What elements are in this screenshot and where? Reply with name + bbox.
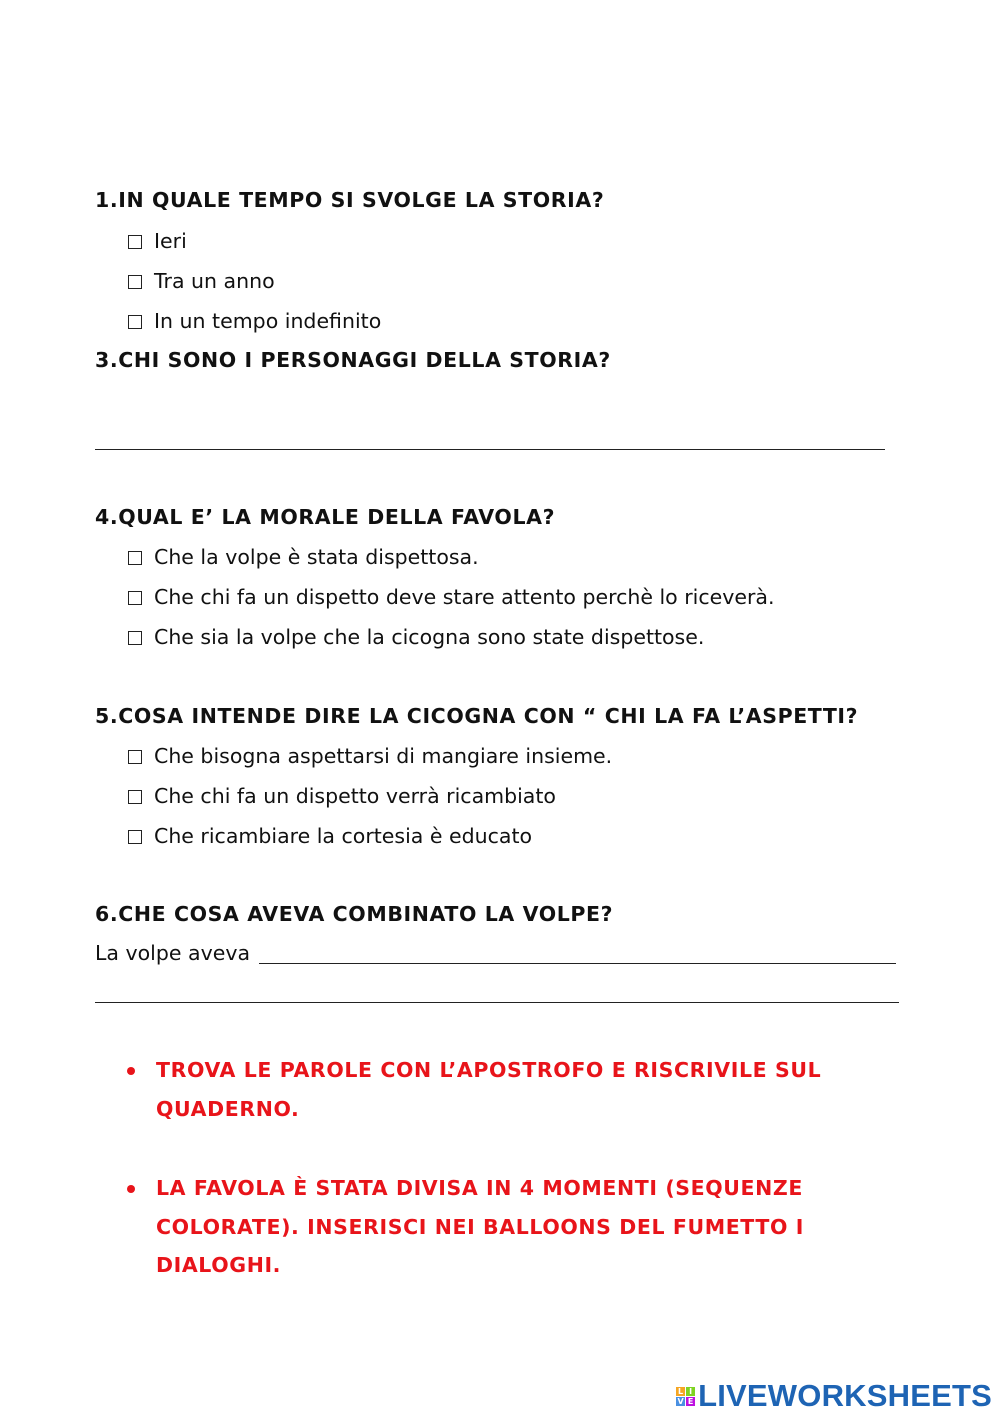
checkbox[interactable]	[128, 830, 142, 844]
question-4-title: 4.QUAL E’ LA MORALE DELLA FAVOLA?	[95, 505, 556, 529]
option-label: In un tempo indefinito	[154, 309, 382, 333]
bullet-icon	[127, 1067, 135, 1075]
question-5-option-1[interactable]	[128, 744, 612, 768]
question-3-answer-line[interactable]	[95, 449, 885, 450]
question-1-option-3[interactable]	[128, 309, 381, 333]
instruction-1	[156, 1051, 821, 1128]
checkbox[interactable]	[128, 275, 142, 289]
logo-text: LIVEWORKSHEETS	[698, 1378, 992, 1413]
question-6-title: 6.CHE COSA AVEVA COMBINATO LA VOLPE?	[95, 902, 614, 926]
instruction-1-line-1: TROVA LE PAROLE CON L’APOSTROFO E RISCRIVILE SUL	[156, 1058, 822, 1082]
question-6-answer-line-1[interactable]	[259, 963, 896, 964]
question-4-option-2[interactable]	[128, 585, 774, 609]
instruction-2-line-2: COLORATE). INSERISCI NEI BALLOONS DEL FUMETTO I	[156, 1214, 804, 1239]
instruction-2-line-3: DIALOGHI.	[156, 1253, 282, 1277]
checkbox[interactable]	[128, 235, 142, 249]
bullet-icon	[127, 1185, 135, 1193]
checkbox[interactable]	[128, 790, 142, 804]
question-6-answer-line-2[interactable]	[95, 1002, 899, 1003]
option-label: Che chi fa un dispetto verrà ricambiato	[154, 784, 556, 808]
option-label: Che sia la volpe che la cicogna sono state dispettose.	[154, 625, 705, 649]
checkbox[interactable]	[128, 591, 142, 605]
question-6-prompt: La volpe aveva	[95, 941, 251, 965]
checkbox[interactable]	[128, 750, 142, 764]
question-3-title: 3.CHI SONO I PERSONAGGI DELLA STORIA?	[95, 348, 611, 372]
option-label: Che chi fa un dispetto deve stare attento perchè lo riceverà.	[154, 585, 775, 609]
question-5-option-2[interactable]	[128, 784, 556, 808]
option-label: Ieri	[154, 229, 187, 253]
option-label: Che la volpe è stata dispettosa.	[154, 545, 479, 569]
instruction-2-line-1: LA FAVOLA È STATA DIVISA IN 4 MOMENTI (SEQUENZE	[156, 1176, 803, 1200]
question-1-title: 1.IN QUALE TEMPO SI SVOLGE LA STORIA?	[95, 188, 605, 212]
checkbox[interactable]	[128, 551, 142, 565]
instruction-2	[156, 1169, 804, 1285]
checkbox[interactable]	[128, 631, 142, 645]
question-5-option-3[interactable]	[128, 824, 532, 848]
option-label: Che bisogna aspettarsi di mangiare insieme.	[154, 744, 613, 768]
question-5-title: 5.COSA INTENDE DIRE LA CICOGNA CON “ CHI LA FA L’ASPETTI?	[95, 704, 859, 728]
option-label: Tra un anno	[154, 269, 275, 293]
question-1-option-2[interactable]	[128, 269, 275, 293]
option-label: Che ricambiare la cortesia è educato	[154, 824, 533, 848]
liveworksheets-logo	[676, 1378, 992, 1414]
checkbox[interactable]	[128, 315, 142, 329]
question-4-option-1[interactable]	[128, 545, 479, 569]
question-1-option-1[interactable]	[128, 229, 187, 253]
logo-mark-icon: L I V E	[677, 1386, 694, 1406]
question-4-option-3[interactable]	[128, 625, 704, 649]
instruction-1-line-2: QUADERNO.	[156, 1096, 300, 1121]
